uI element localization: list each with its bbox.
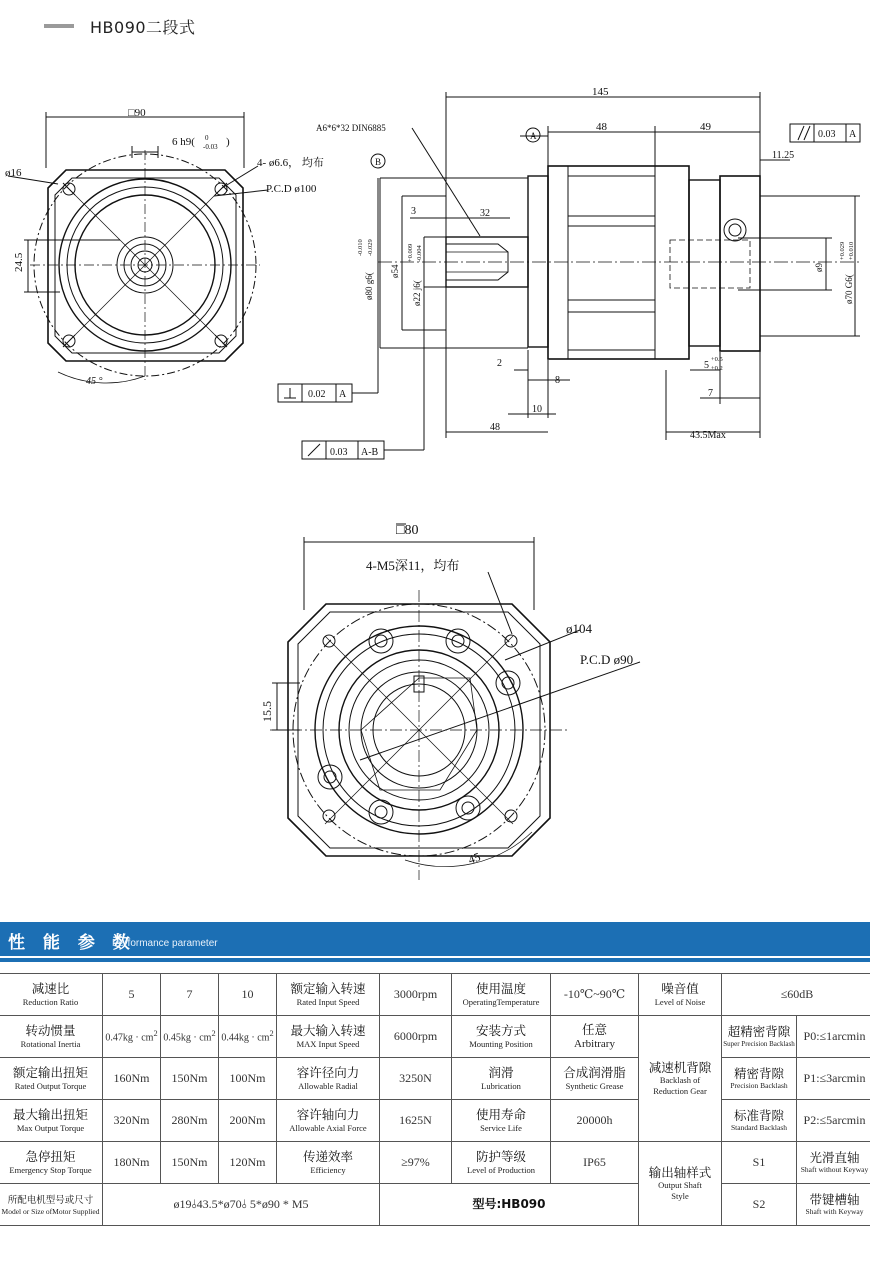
max-torque-7: 280Nm [161,1100,219,1142]
noise-value: ≤60dB [722,974,870,1016]
rear-holes-label: 4-M5深11，均布 [366,558,460,573]
axial-force-value: 1625N [380,1100,452,1142]
rated-speed-value: 3000rpm [380,974,452,1016]
front-pcd-label: P.C.D ø100 [266,183,317,195]
side-dia-80-tol2: -0.029 [367,239,374,256]
side-dia-70-tol2: +0.010 [848,241,855,260]
table-row [0,974,870,1016]
mount-label: 安装方式 Mounting Position [452,1016,551,1058]
side-dia-80-tol1: -0.010 [357,239,364,256]
p0-value: P0:≤1arcmin [797,1016,870,1058]
axial-force-label: 容许轴向力 Allowable Axial Force [277,1100,380,1142]
side-dim-8: 8 [555,375,560,386]
ratio-5: 5 [103,974,161,1016]
performance-table [0,973,870,1226]
lube-label: 润滑 Lubrication [452,1058,551,1100]
rear-angle-label: 45 [466,849,483,867]
side-dim-2: 2 [497,358,502,369]
section-title: 性 能 参 数 [8,933,136,953]
model-number: 型号:HB090 [380,1184,639,1226]
protection-label: 防护等级 Level of Production [452,1142,551,1184]
parallel-tol-value: 0.03 [818,129,836,140]
inertia-label: 转动惯量 Rotational Inertia [0,1016,103,1058]
rear-square-label: □80 [396,523,419,538]
side-dia-22-tol2: -0.004 [416,245,423,262]
side-dia-22: ø22 j6( [412,280,422,306]
front-keyway-tol-bot: -0.03 [203,143,218,151]
ratio-label: 减速比 Reduction Ratio [0,974,103,1016]
mount-value: 任意 Arbitrary [551,1016,639,1058]
front-keyway-tol-top: 0 [205,134,209,142]
side-dim-32: 32 [480,208,490,219]
lube-value: 合成润滑脂 Synthetic Grease [551,1058,639,1100]
p2-label: 标准背隙 Standard Backlash [722,1100,797,1142]
rated-torque-10: 100Nm [219,1058,277,1100]
radial-force-label: 容许径向力 Allowable Radial [277,1058,380,1100]
table-row [0,1016,870,1058]
life-value: 20000h [551,1100,639,1142]
max-torque-label: 最大输出扭矩 Max Output Torque [0,1100,103,1142]
parallel-tol-ref: A [849,129,857,140]
front-keyway-label: 6 h9( [172,136,195,148]
shaft-style-label: 输出轴样式 Output Shaft Style [639,1142,722,1226]
side-dim-5-tol2: +0.2 [711,365,723,372]
estop-torque-label: 急停扭矩 Emergency Stop Torque [0,1142,103,1184]
inertia-10: $0.44kg \cdot cm^2$ [219,1016,277,1058]
table-row [0,1100,870,1142]
side-dim-3: 3 [411,206,416,217]
rear-pcd-label: P.C.D ø90 [580,652,634,667]
p0-label: 超精密背隙 Super Precision Backlash [722,1016,797,1058]
s1-code: S1 [722,1142,797,1184]
max-torque-5: 320Nm [103,1100,161,1142]
p1-label: 精密背隙 Precision Backlash [722,1058,797,1100]
front-holes-label: 4- ø6.6， 均布 [257,157,324,169]
s2-code: S2 [722,1184,797,1226]
noise-label: 噪音值 Level of Noise [639,974,722,1016]
temp-label: 使用温度 OperatingTemperature [452,974,551,1016]
rated-speed-label: 额定输入转速 Rated Input Speed [277,974,380,1016]
perpendicularity-value: 0.02 [308,389,326,400]
datum-a-label: A [530,131,537,141]
perpendicularity-ref: A [339,389,347,400]
side-dia-9: ø9 [814,263,824,272]
table-row [0,1184,870,1226]
rear-dia-104: ø104 [566,621,592,636]
front-dim-24-5: 24.5 [13,252,25,272]
life-label: 使用寿命 Service Life [452,1100,551,1142]
side-overall-length: 145 [592,86,609,98]
p2-value: P2:≤5arcmin [797,1100,870,1142]
datum-b-label: B [375,157,382,167]
section-rule [0,958,870,962]
max-torque-10: 200Nm [219,1100,277,1142]
estop-torque-10: 120Nm [219,1142,277,1184]
estop-torque-7: 150Nm [161,1142,219,1184]
inertia-7: $0.45kg \cdot cm^2$ [161,1016,219,1058]
side-dim-5-tol1: +0.5 [711,356,723,363]
side-dim-5: 5 [704,360,709,371]
side-dim-43-5: 43.5Max [690,430,726,441]
estop-torque-5: 180Nm [103,1142,161,1184]
max-speed-value: 6000rpm [380,1016,452,1058]
inertia-5: $0.47kg \cdot cm^2$ [103,1016,161,1058]
rear-view [270,524,640,880]
section-header [0,922,870,956]
side-dia-22-tol1: +0.009 [407,243,414,262]
protection-value: IP65 [551,1142,639,1184]
efficiency-label: 传递效率 Efficiency [277,1142,380,1184]
front-angle-label: 45 ° [86,376,103,387]
front-square-label: □90 [128,107,146,119]
radial-force-value: 3250N [380,1058,452,1100]
side-dia-54: ø54 [390,264,400,278]
efficiency-value: ≥97% [380,1142,452,1184]
side-dim-7: 7 [708,388,713,399]
rated-torque-7: 150Nm [161,1058,219,1100]
side-dim-48-bottom: 48 [490,422,500,433]
side-dia-70: ø70 G6( [844,274,854,304]
side-dia-70-tol1: +0.029 [839,241,846,260]
rated-torque-5: 160Nm [103,1058,161,1100]
runout-ref: A-B [361,447,379,458]
front-corner-dia: ø16 [5,167,22,179]
rated-torque-label: 额定输出扭矩 Rated Output Torque [0,1058,103,1100]
motor-size-value: ø19⫰43.5*ø70⫰ 5*ø90 * M5 [103,1184,380,1226]
table-row [0,1058,870,1100]
rear-dim-15-5: 15.5 [260,701,274,722]
max-speed-label: 最大输入转速 MAX Input Speed [277,1016,380,1058]
section-title-en: Performance parameter [112,938,218,949]
temp-value: -10℃~90℃ [551,974,639,1016]
ratio-10: 10 [219,974,277,1016]
side-view [378,92,860,440]
page-title: HB090二段式 [90,17,196,37]
side-key-spec: A6*6*32 DIN6885 [316,123,386,133]
backlash-label: 减速机背隙 Backlash of Reduction Gear [639,1016,722,1142]
side-len-48: 48 [596,121,607,133]
table-row [0,1142,870,1184]
s1-desc: 光滑直轴 Shaft without Keyway [797,1142,870,1184]
side-len-11-25: 11.25 [772,150,795,161]
front-keyway-paren: ) [226,136,230,148]
motor-label: 所配电机型号或尺寸 Model or Size ofMotor Supplied [0,1184,103,1226]
p1-value: P1:≤3arcmin [797,1058,870,1100]
front-view [8,112,268,383]
ratio-7: 7 [161,974,219,1016]
side-dia-80: ø80 g6( [364,272,374,300]
s2-desc: 带键槽轴 Shaft with Keyway [797,1184,870,1226]
runout-value: 0.03 [330,447,348,458]
side-len-49: 49 [700,121,711,133]
side-dim-10: 10 [532,404,542,415]
